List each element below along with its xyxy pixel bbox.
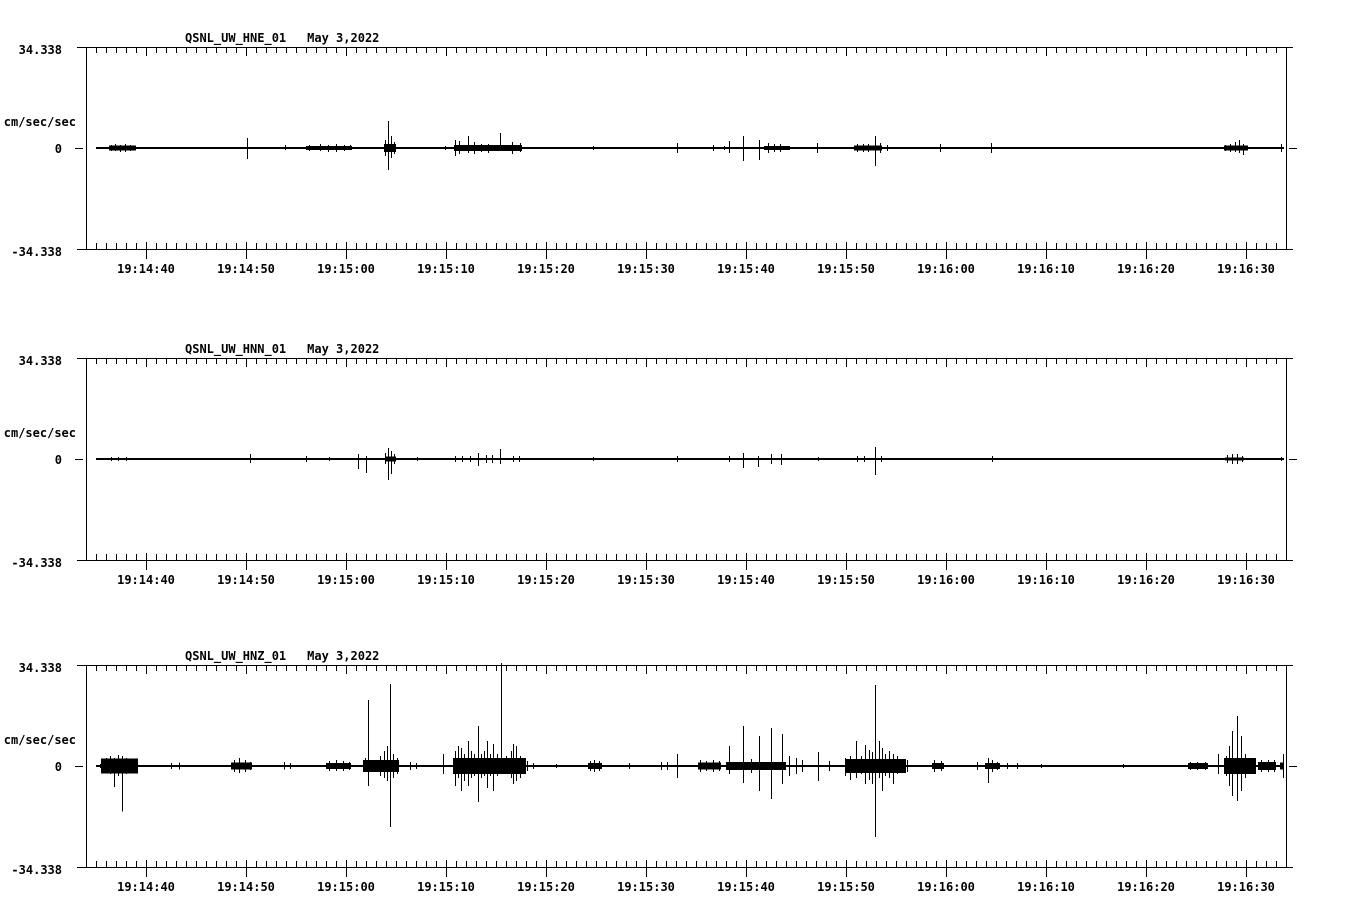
time-tick-label: 19:15:40 (717, 880, 775, 894)
time-tick-label: 19:16:10 (1017, 573, 1075, 587)
time-tick-label: 19:16:20 (1117, 262, 1175, 276)
y-min-label: -34.338 (11, 863, 62, 877)
time-tick-label: 19:15:20 (517, 573, 575, 587)
time-tick-label: 19:15:30 (617, 573, 675, 587)
time-tick-label: 19:16:30 (1217, 262, 1275, 276)
y-unit-label: cm/sec/sec (3, 426, 76, 440)
time-tick-label: 19:16:10 (1017, 262, 1075, 276)
record-date: May 3,2022 (307, 649, 380, 663)
time-tick-label: 19:15:20 (517, 880, 575, 894)
station-id: QSNL_UW_HNE_01 (185, 31, 287, 45)
time-tick-label: 19:15:50 (817, 573, 875, 587)
station-id: QSNL_UW_HNZ_01 (185, 649, 287, 663)
time-tick-label: 19:16:20 (1117, 573, 1175, 587)
time-tick-label: 19:15:00 (317, 573, 375, 587)
time-tick-label: 19:16:00 (917, 880, 975, 894)
y-unit-label: cm/sec/sec (3, 115, 76, 129)
time-tick-label: 19:15:40 (717, 573, 775, 587)
panel-title (185, 649, 379, 663)
y-max-label: 34.338 (18, 354, 62, 368)
time-tick-label: 19:15:20 (517, 262, 575, 276)
time-tick-label: 19:16:30 (1217, 573, 1275, 587)
time-tick-label: 19:15:10 (417, 262, 475, 276)
record-date: May 3,2022 (307, 342, 380, 356)
time-tick-label: 19:14:50 (217, 262, 275, 276)
y-min-label: -34.338 (11, 245, 62, 259)
y-min-label: -34.338 (11, 556, 62, 570)
record-date: May 3,2022 (307, 31, 380, 45)
time-tick-label: 19:14:50 (217, 880, 275, 894)
time-tick-label: 19:15:10 (417, 880, 475, 894)
station-id: QSNL_UW_HNN_01 (185, 342, 287, 356)
y-max-label: 34.338 (18, 661, 62, 675)
time-tick-label: 19:14:50 (217, 573, 275, 587)
time-tick-label: 19:15:00 (317, 880, 375, 894)
y-zero-label: 0 (54, 453, 62, 467)
time-tick-label: 19:15:50 (817, 880, 875, 894)
y-max-label: 34.338 (18, 43, 62, 57)
time-tick-label: 19:16:30 (1217, 880, 1275, 894)
time-tick-label: 19:15:10 (417, 573, 475, 587)
time-tick-label: 19:15:30 (617, 880, 675, 894)
time-tick-label: 19:14:40 (117, 880, 175, 894)
time-tick-label: 19:15:00 (317, 262, 375, 276)
time-tick-label: 19:15:30 (617, 262, 675, 276)
time-tick-label: 19:16:00 (917, 573, 975, 587)
y-unit-label: cm/sec/sec (3, 733, 76, 747)
panel-title (185, 342, 379, 356)
time-tick-label: 19:16:00 (917, 262, 975, 276)
time-tick-label: 19:15:50 (817, 262, 875, 276)
time-tick-label: 19:14:40 (117, 262, 175, 276)
panel-title (185, 31, 379, 45)
y-zero-label: 0 (54, 760, 62, 774)
time-tick-label: 19:16:10 (1017, 880, 1075, 894)
time-tick-label: 19:16:20 (1117, 880, 1175, 894)
time-tick-label: 19:15:40 (717, 262, 775, 276)
y-zero-label: 0 (54, 142, 62, 156)
time-tick-label: 19:14:40 (117, 573, 175, 587)
